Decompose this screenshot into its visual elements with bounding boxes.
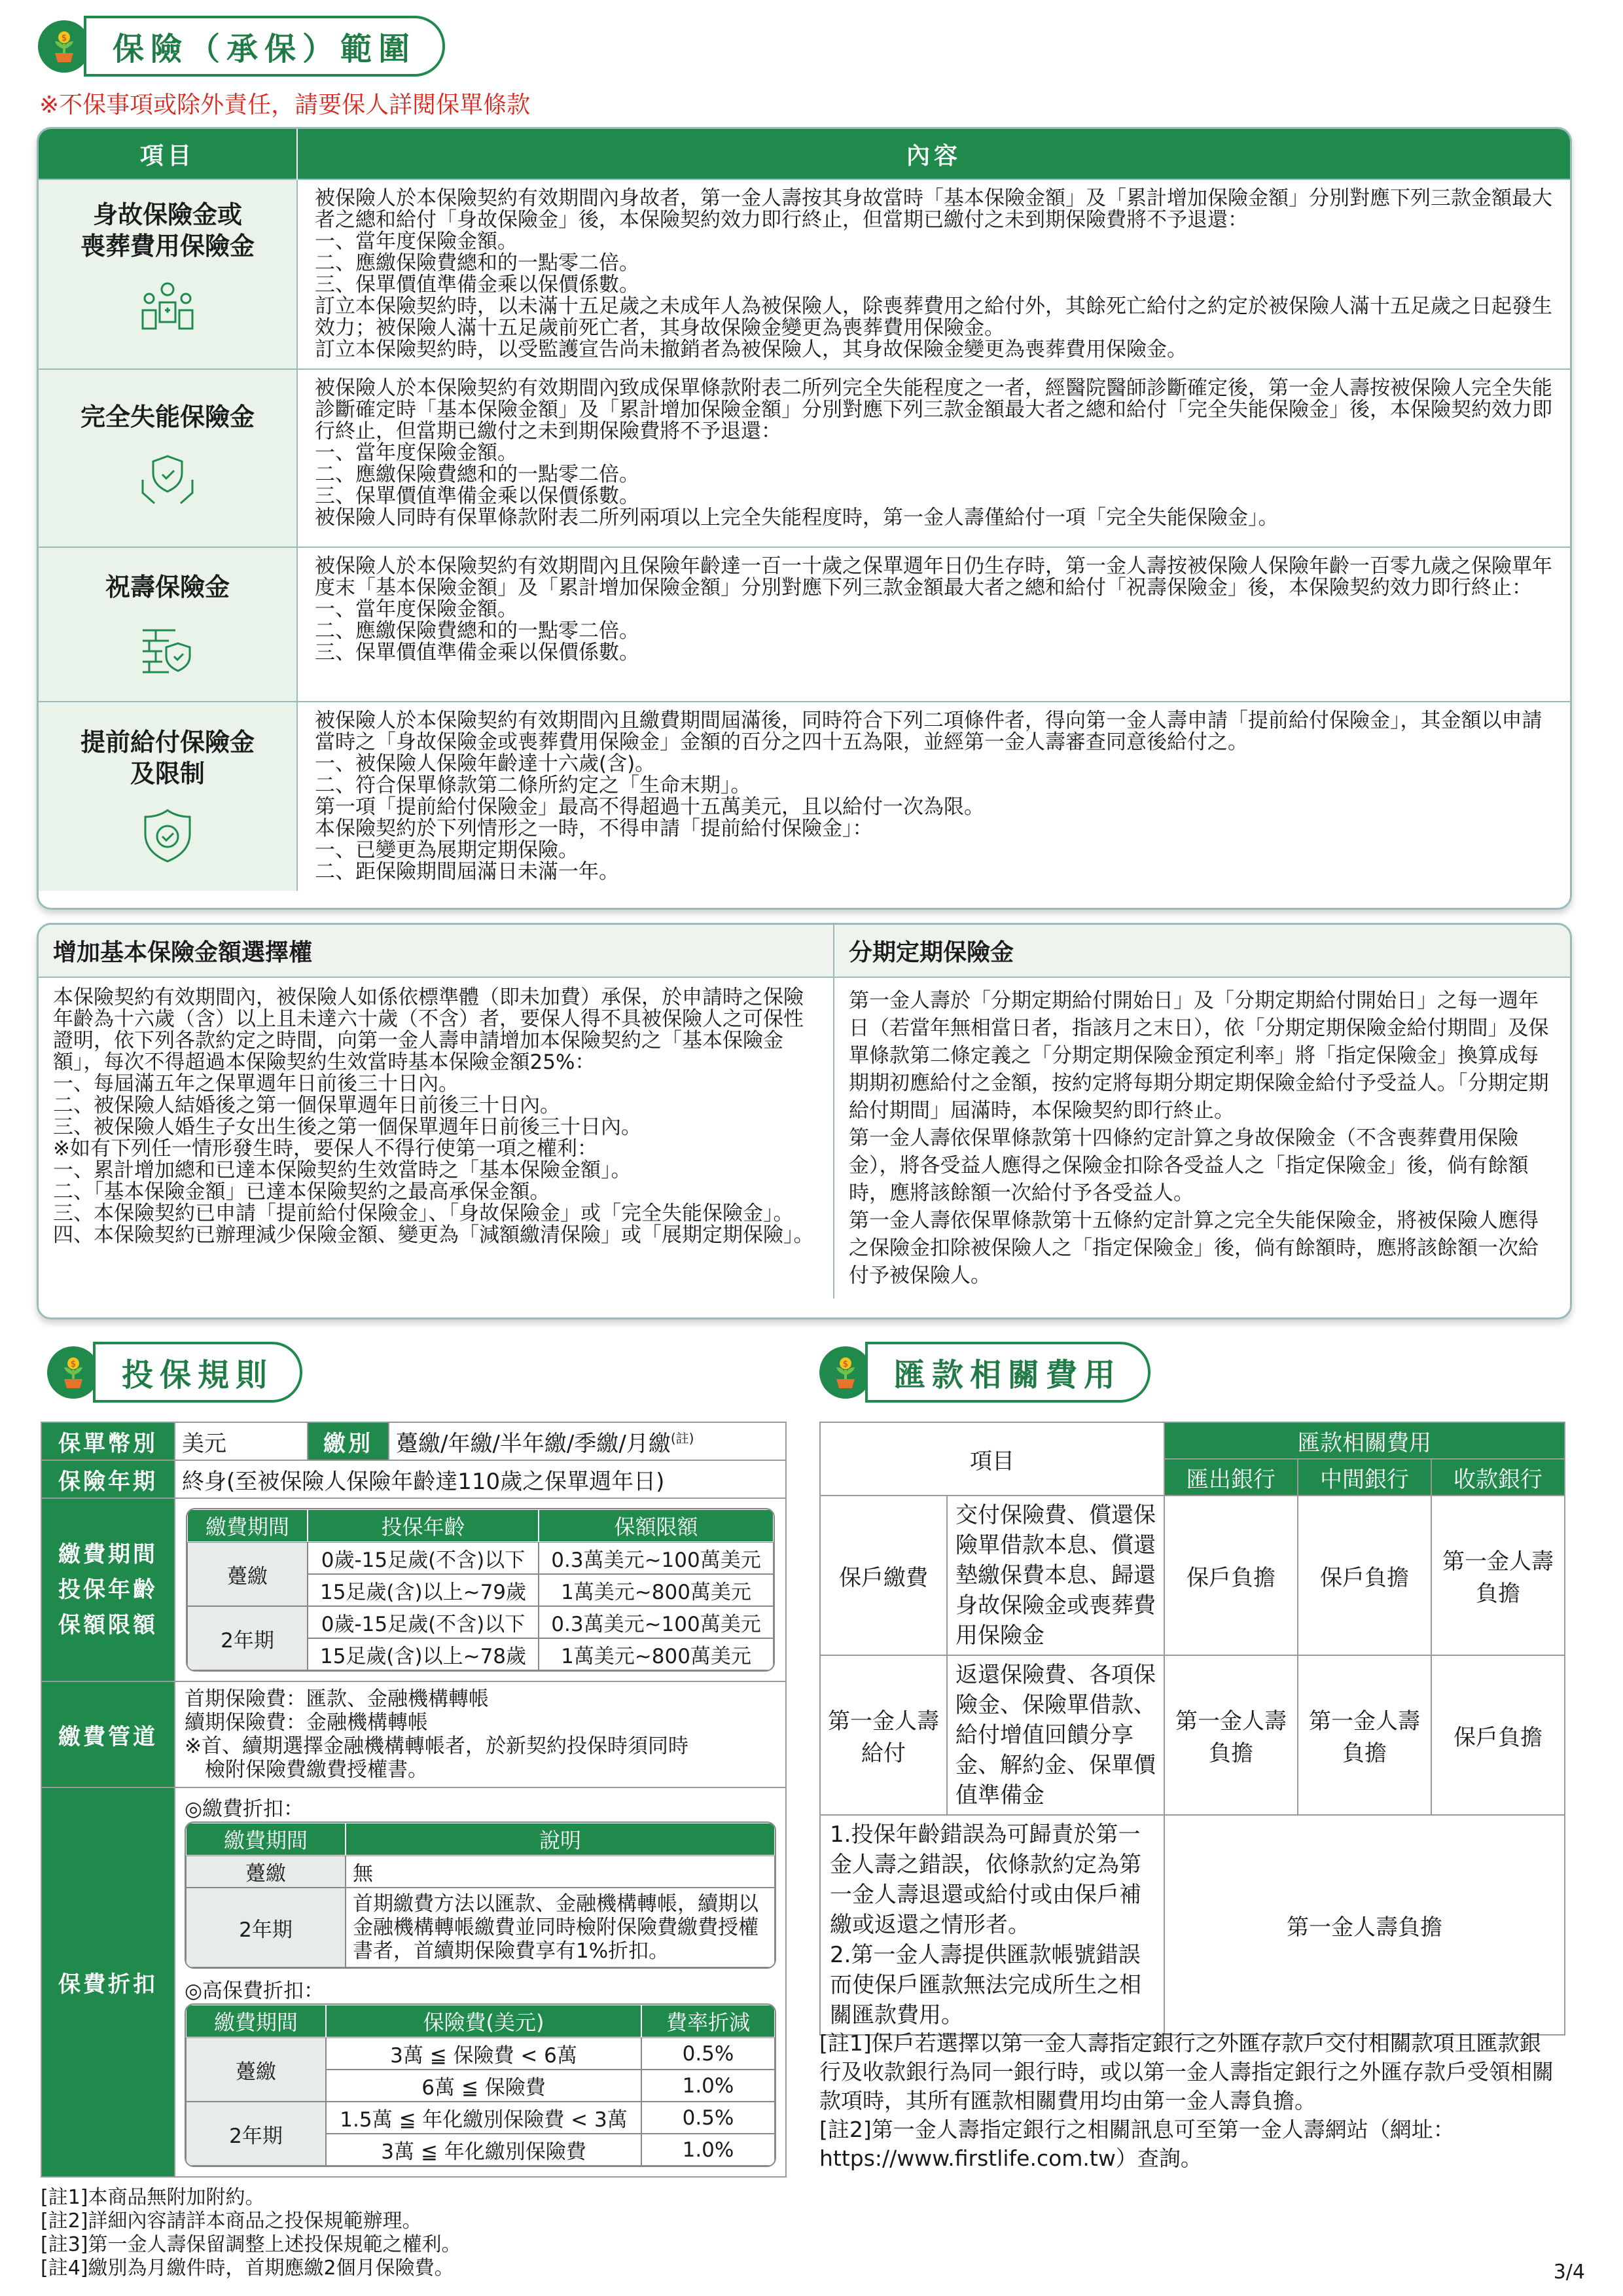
content-line: 被保險人於本保險契約有效期間內且繳費期間屆滿後，同時符合下列二項條件者，得向第一金人壽申請「提前給付保險金」，其金額以申請當時之「身故保險金或喪葬費用保險金」金額的百分之四十五為限，並經第一金人壽審查同意後給付之。 [315,709,1543,754]
disc2-col-term: 繳費期間 [186,2005,326,2037]
disc1-term: 2年期 [186,1888,346,1967]
fees-section-header [819,1342,1150,1403]
installment-content [834,977,1570,1299]
content-line: 訂立本保險契約時，以受監護宣告尚未撤銷者為被保險人，其身故保險金變更為喪葬費用保險金。 [315,338,1187,361]
content-line: 二、「基本保險金額」已達本保險契約之最高承保金額。 [53,1180,550,1204]
currency-label: 保單幣別 [41,1422,175,1460]
period-value: 終身(至被保險人保險年齡達110歲之保單週年日) [175,1460,786,1498]
content-longevity [297,547,1570,702]
rules-title: 投保規則 [93,1342,302,1403]
fee-error-value: 第一金人壽負擔 [1164,1815,1565,2035]
channel-line: 續期保險費：金融機構轉帳 [185,1711,428,1734]
channel-label: 繳費管道 [41,1681,175,1787]
fee-error-cases [820,1815,1164,2035]
high-premium-title: ◎高保費折扣： [185,1979,325,2003]
content-line: 二、應繳保險費總和的一點零二倍。 [315,619,639,643]
fee-what: 交付保險費、償還保險單借款本息、償還墊繳保費本息、歸還身故保險金或喪葬費用保險金 [947,1496,1164,1655]
content-line: 一、當年度保險金額。 [315,598,518,621]
increase-option-content [39,977,834,1299]
amount-range: 0.3萬美元~100萬美元 [539,1606,774,1638]
premium-range: 1.5萬 ≦ 年化繳別保險費 < 3萬 [326,2102,641,2134]
svg-text:$: $ [842,1359,849,1369]
warning-text: ※不保事項或除外責任，請要保人詳閱保單條款 [39,92,531,118]
fee-receive: 保戶負擔 [1431,1655,1565,1815]
pay-discount-title: ◎繳費折扣： [185,1797,304,1821]
content-death-benefit [297,179,1570,369]
age-range: 15足歲(含)以上~79歲 [308,1574,539,1606]
fee-remit: 保戶負擔 [1164,1496,1298,1655]
note-line: [註2]詳細內容請詳本商品之投保規範辦理。 [41,2210,422,2233]
channel-line: 檢附保險費繳費授權書。 [185,1758,428,1782]
discount-cell [175,1787,786,2177]
pay-mode-cell [389,1422,786,1460]
age-limit-cell [175,1498,786,1681]
age-range: 15足歲(含)以上~78歲 [308,1638,539,1670]
pay-discount-table [185,1821,776,1969]
disc2-col-premium: 保險費(美元) [326,2005,641,2037]
coverage-title: 保險（承保）範圍 [84,16,445,77]
error-case-line: 2.第一金人壽提供匯款帳號錯誤而使保戶匯款無法完成所生之相關匯款費用。 [830,1942,1141,2028]
age-term-single: 躉繳 [187,1542,308,1606]
coverage-table [37,127,1572,910]
rules-section-header [47,1342,302,1403]
disc1-col-desc: 說明 [346,1823,775,1856]
disc2-col-rate: 費率折減 [641,2005,775,2037]
content-line: ※如有下列任一情形發生時，要保人不得行使第一項之權利： [53,1137,597,1160]
fee-col-item: 項目 [820,1422,1164,1496]
content-line: 一、每屆滿五年之保單週年日前後三十日內。 [53,1072,459,1096]
fees-table [819,1422,1565,2036]
fees-title: 匯款相關費用 [865,1342,1150,1403]
age-limit-label: 繳費期間 投保年齡 保額限額 [41,1498,175,1681]
age-term-2year: 2年期 [187,1606,308,1670]
content-line: 本保險契約於下列情形之一時，不得申請「提前給付保險金」： [315,817,873,840]
page-number: 3/4 [1553,2261,1585,2284]
family-icon [136,276,199,339]
pay-mode-label: 繳別 [308,1422,389,1460]
fee-who: 第一金人壽給付 [820,1655,947,1815]
pay-mode-note: (註) [670,1430,694,1446]
note-line: [註3]第一金人壽保留調整上述投保規範之權利。 [41,2233,461,2256]
fee-middle: 第一金人壽負擔 [1298,1655,1431,1815]
content-line: 三、保單價值準備金乘以保價係數。 [315,273,639,296]
col-item-header: 項目 [39,129,297,179]
content-line: 三、保單價值準備金乘以保價係數。 [315,484,639,508]
content-line: 二、符合保單條款第二條所約定之「生命末期」。 [315,774,751,797]
note-line: [註4]繳別為月繳件時，首期應繳2個月保險費。 [41,2257,454,2280]
period-label: 保險年期 [41,1460,175,1498]
fee-col-middle: 中間銀行 [1298,1459,1431,1496]
error-case-line: 1.投保年齡錯誤為可歸責於第一金人壽之錯誤，依條款約定為第一金人壽退還或給付或由保戶補繳或返還之情形者。 [830,1821,1141,1938]
item-label: 身故保險金或 喪葬費用保險金 [80,200,255,260]
disc2-term-single: 躉繳 [186,2037,326,2102]
coverage-section-header [38,16,445,77]
rate: 1.0% [641,2070,775,2102]
rules-notes [41,2186,461,2280]
svg-text:$: $ [61,33,67,43]
channel-content [175,1681,786,1787]
content-line: 訂立本保險契約時，以未滿十五足歲之未成年人為被保險人，除喪葬費用之給付外，其餘死亡給付之約定於被保險人滿十五足歲之日起發生效力；被保險人滿十五足歲前死亡者，其身故保險金變更為喪葬費用保險金。 [315,295,1552,340]
channel-line: 首期保險費：匯款、金融機構轉帳 [185,1687,489,1711]
disc1-col-term: 繳費期間 [186,1823,346,1856]
content-line: 三、被保險人婚生子女出生後之第一個保單週年日前後三十日內。 [53,1115,641,1139]
content-line: 三、本保險契約已申請「提前給付保險金」、「身故保險金」或「完全失能保險金」。 [53,1202,794,1225]
fee-middle: 保戶負擔 [1298,1496,1431,1655]
content-line: 一、已變更為展期定期保險。 [315,838,579,862]
channel-line: ※首、續期選擇金融機構轉帳者，於新契約投保時須同時 [185,1734,688,1758]
disc2-term-2year: 2年期 [186,2102,326,2166]
item-longevity [39,547,297,702]
item-death-benefit [39,179,297,369]
disc1-term: 躉繳 [186,1856,346,1888]
content-line: 第一項「提前給付保險金」最高不得超過十五萬美元，且以給付一次為限。 [315,795,984,819]
item-accelerated [39,702,297,891]
rate: 1.0% [641,2134,775,2166]
discount-label: 保費折扣 [41,1787,175,2177]
premium-range: 6萬 ≦ 保險費 [326,2070,641,2102]
disc1-desc: 首期繳費方法以匯款、金融機構轉帳，續期以金融機構轉帳繳費並同時檢附保險費繳費授權書者，首續期保險費享有1%折扣。 [346,1888,775,1967]
content-line: 被保險人同時有保單條款附表二所列兩項以上完全失能程度時，第一金人壽僅給付一項「完全失能保險金」。 [315,506,1279,529]
note-line: [註2]第一金人壽指定銀行之相關訊息可至第一金人壽網站（網址：https://www.firstlife.com.tw）查詢。 [819,2117,1455,2171]
content-line: 本保險契約有效期間內，被保險人如係依標準體（即未加費）承保，於申請時之保險年齡為十六歲（含）以上且未達六十歲（不含）者，要保人得不具被保險人之可保性證明，依下列各款約定之時間，向第一金人壽申請增加本保險契約之「基本保險金額」，每次不得超過本保險契約生效當時基本保險金額25%： [53,986,804,1074]
pay-mode-value: 躉繳/年繳/半年繳/季繳/月繳 [396,1430,671,1457]
fees-notes [819,2029,1559,2173]
item-disability [39,369,297,547]
amount-range: 0.3萬美元~100萬美元 [539,1542,774,1574]
extra-options-table [37,923,1572,1319]
item-label: 祝壽保險金 [105,573,230,601]
col-content-header: 內容 [297,129,1570,179]
content-line: 二、應繳保險費總和的一點零二倍。 [315,251,639,275]
premium-range: 3萬 ≦ 年化繳別保險費 [326,2134,641,2166]
premium-range: 3萬 ≦ 保險費 < 6萬 [326,2037,641,2070]
fee-col-receive: 收款銀行 [1431,1459,1565,1496]
note-line: [註1]本商品無附加附約。 [41,2186,265,2209]
content-line: 第一金人壽依保單條款第十五條約定計算之完全失能保險金，將被保險人應得之保險金扣除被保險人之「指定保險金」後，倘有餘額時，應將該餘額一次給付予被保險人。 [849,1209,1539,1287]
age-range: 0歲-15足歲(不含)以下 [308,1606,539,1638]
plant-pot-icon [47,1346,99,1399]
content-line: 四、本保險契約已辦理減少保險金額、變更為「減額繳清保險」或「展期定期保險」。 [53,1223,814,1247]
age-col-amount: 保額限額 [539,1509,774,1542]
content-line: 第一金人壽於「分期定期給付開始日」及「分期定期給付開始日」之每一週年日（若當年無相當日者，指該月之末日），依「分期定期保險金給付期間」及保單條款第二條定義之「分期定期保險金預定利率」將「指定保險金」換算成每期期初應給付之金額，按約定將每期分期定期保險金給付予受益人。「分期定期給付期間」屆滿時，本保險契約即行終止。 [849,989,1549,1122]
fee-col-remit: 匯出銀行 [1164,1459,1298,1496]
content-line: 一、當年度保險金額。 [315,441,518,465]
plant-pot-icon [38,20,90,73]
currency-value: 美元 [175,1422,308,1460]
amount-range: 1萬美元~800萬美元 [539,1638,774,1670]
content-disability [297,369,1570,547]
fee-col-group: 匯款相關費用 [1164,1422,1565,1459]
content-line: 一、累計增加總和已達本保險契約生效當時之「基本保險金額」。 [53,1158,632,1182]
age-limit-table [186,1508,775,1672]
content-line: 被保險人於本保險契約有效期間內致成保單條款附表二所列完全失能程度之一者，經醫院醫師診斷確定後，第一金人壽按被保險人完全失能診斷確定時「基本保險金額」及「累計增加保險金額」分別對應下列三款金額最大者之總和給付「完全失能保險金」後，本保險契約效力即行終止，但當期已繳付之未到期保險費將不予退還： [315,376,1552,443]
item-label: 提前給付保險金 及限制 [80,728,255,788]
item-label: 完全失能保險金 [80,403,255,431]
content-line: 一、被保險人保險年齡達十六歲(含)。 [315,752,656,776]
content-line: 二、被保險人結婚後之第一個保單週年日前後三十日內。 [53,1094,560,1117]
hands-shield-icon [136,447,199,510]
content-line: 被保險人於本保險契約有效期間內身故者，第一金人壽按其身故當時「基本保險金額」及「累計增加保險金額」分別對應下列三款金額最大者之總和給付「身故保險金」後，本保險契約效力即行終止，但當期已繳付之未到期保險費將不予退還： [315,187,1552,232]
content-accelerated [297,702,1570,891]
installment-title: 分期定期保險金 [834,925,1570,977]
plant-pot-icon [819,1346,872,1399]
fee-remit: 第一金人壽負擔 [1164,1655,1298,1815]
increase-option-title: 增加基本保險金額選擇權 [39,925,834,977]
amount-range: 1萬美元~800萬美元 [539,1574,774,1606]
check-shield-icon [136,804,199,867]
wall-shield-icon [136,617,199,680]
rate: 0.5% [641,2102,775,2134]
content-line: 二、應繳保險費總和的一點零二倍。 [315,463,639,486]
fee-what: 返還保險費、各項保險金、保險單借款、給付增值回饋分享金、解約金、保單價值準備金 [947,1655,1164,1815]
age-col-age: 投保年齡 [308,1509,539,1542]
age-range: 0歲-15足歲(不含)以下 [308,1542,539,1574]
high-premium-table [185,2003,776,2167]
rules-table [41,1422,787,2178]
age-col-term: 繳費期間 [187,1509,308,1542]
fee-receive: 第一金人壽負擔 [1431,1496,1565,1655]
fee-who: 保戶繳費 [820,1496,947,1655]
content-line: 被保險人於本保險契約有效期間內且保險年齡達一百一十歲之保單週年日仍生存時，第一金人壽按被保險人保險年齡一百零九歲之保險單年度末「基本保險金額」及「累計增加保險金額」分別對應下列三款金額最大者之總和給付「祝壽保險金」後，本保險契約效力即行終止： [315,554,1552,600]
disc1-desc: 無 [346,1856,775,1888]
rate: 0.5% [641,2037,775,2070]
note-line: [註1]保戶若選擇以第一金人壽指定銀行之外匯存款戶交付相關款項且匯款銀行及收款銀行為同一銀行時，或以第一金人壽指定銀行之外匯存款戶受領相關款項時，其所有匯款相關費用均由第一金人壽負擔。 [819,2030,1554,2113]
content-line: 第一金人壽依保單條款第十四條約定計算之身故保險金（不含喪葬費用保險金），將各受益人應得之保險金扣除各受益人之「指定保險金」後，倘有餘額時，應將該餘額一次給付予各受益人。 [849,1126,1529,1205]
content-line: 一、當年度保險金額。 [315,230,518,253]
content-line: 三、保單價值準備金乘以保價係數。 [315,641,639,664]
svg-text:$: $ [70,1359,77,1369]
content-line: 二、距保險期間屆滿日未滿一年。 [315,860,619,884]
